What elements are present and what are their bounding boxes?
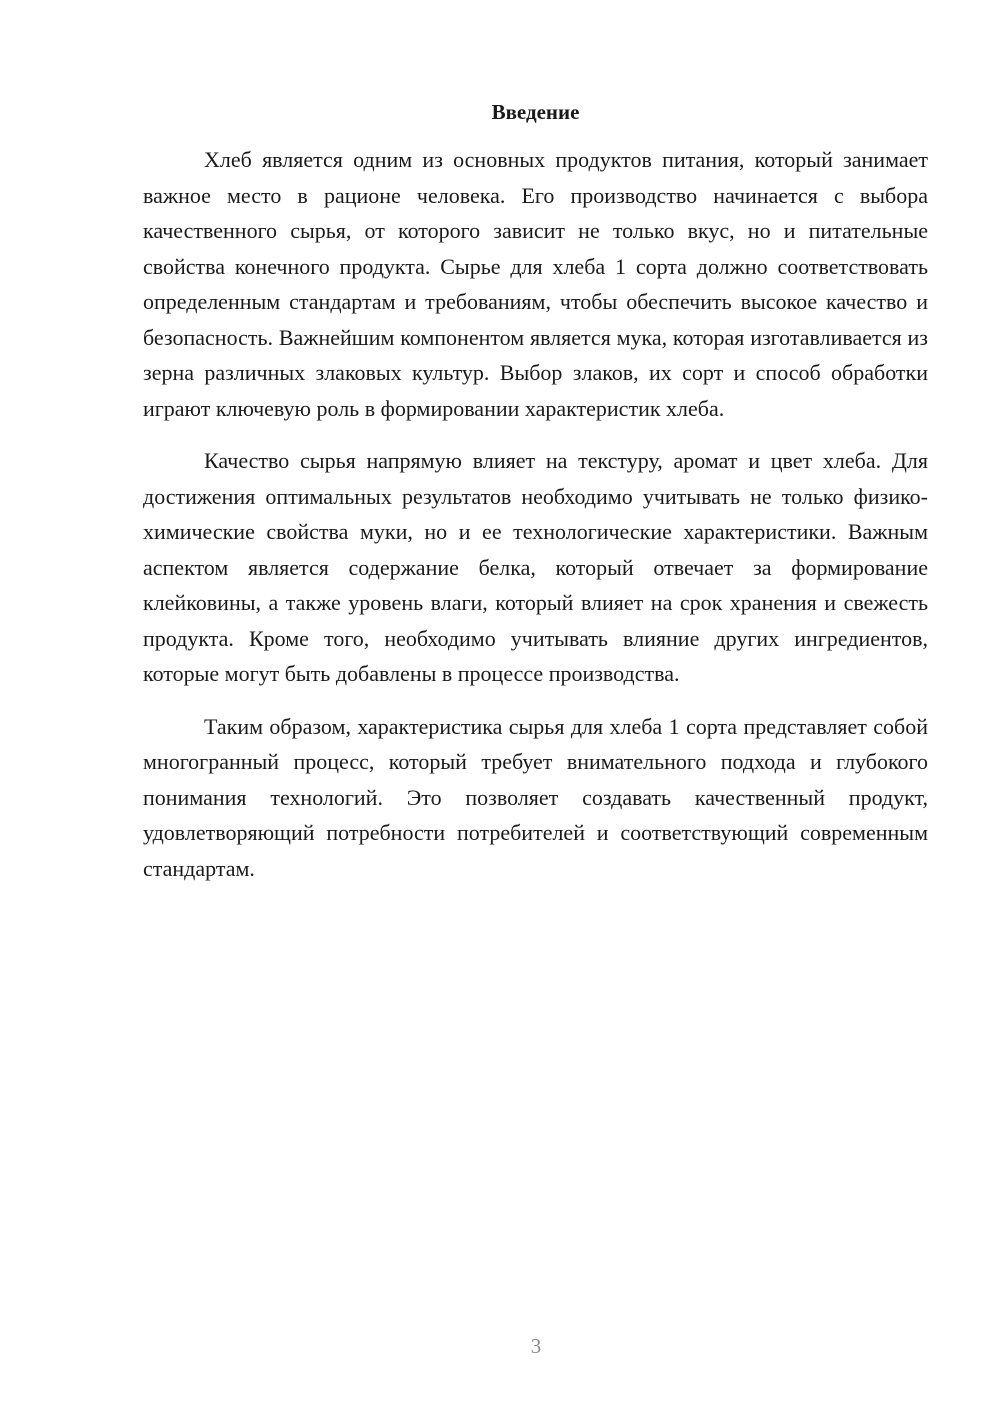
page-number: 3 [530, 1334, 542, 1358]
page-content [143, 96, 928, 903]
paragraph-2: Качество сырья напрямую влияет на текстуру, аромат и цвет хлеба. Для достижения оптимальных результатов необходимо учитывать не только физико-химические свойства муки, но и ее технологические характеристики. Важным аспектом является содержание белка, который отвечает за формирование клейковины, а также уровень влаги, который влияет на срок хранения и свежесть продукта. Кроме того, необходимо учитывать влияние других ингредиентов, которые могут быть добавлены в процессе производства. [143, 448, 928, 686]
paragraph-1: Хлеб является одним из основных продуктов питания, который занимает важное место в рационе человека. Его производство начинается с выбора качественного сырья, от которого зависит не только вкус, но и питательные свойства конечного продукта. Сырье для хлеба 1 сорта должно соответствовать определенным стандартам и требованиям, чтобы обеспечить высокое качество и безопасность. Важнейшим компонентом является мука, которая изготавливается из зерна различных злаковых культур. Выбор злаков, их сорт и способ обработки играют ключевую роль в формировании характеристик хлеба. [143, 147, 928, 421]
section-heading: Введение [491, 100, 580, 124]
paragraph-3: Таким образом, характеристика сырья для хлеба 1 сорта представляет собой многогранный процесс, который требует внимательного подхода и глубокого понимания технологий. Это позволяет создавать качественный продукт, удовлетворяющий потребности потребителей и соответствующий современным стандартам. [143, 713, 928, 881]
